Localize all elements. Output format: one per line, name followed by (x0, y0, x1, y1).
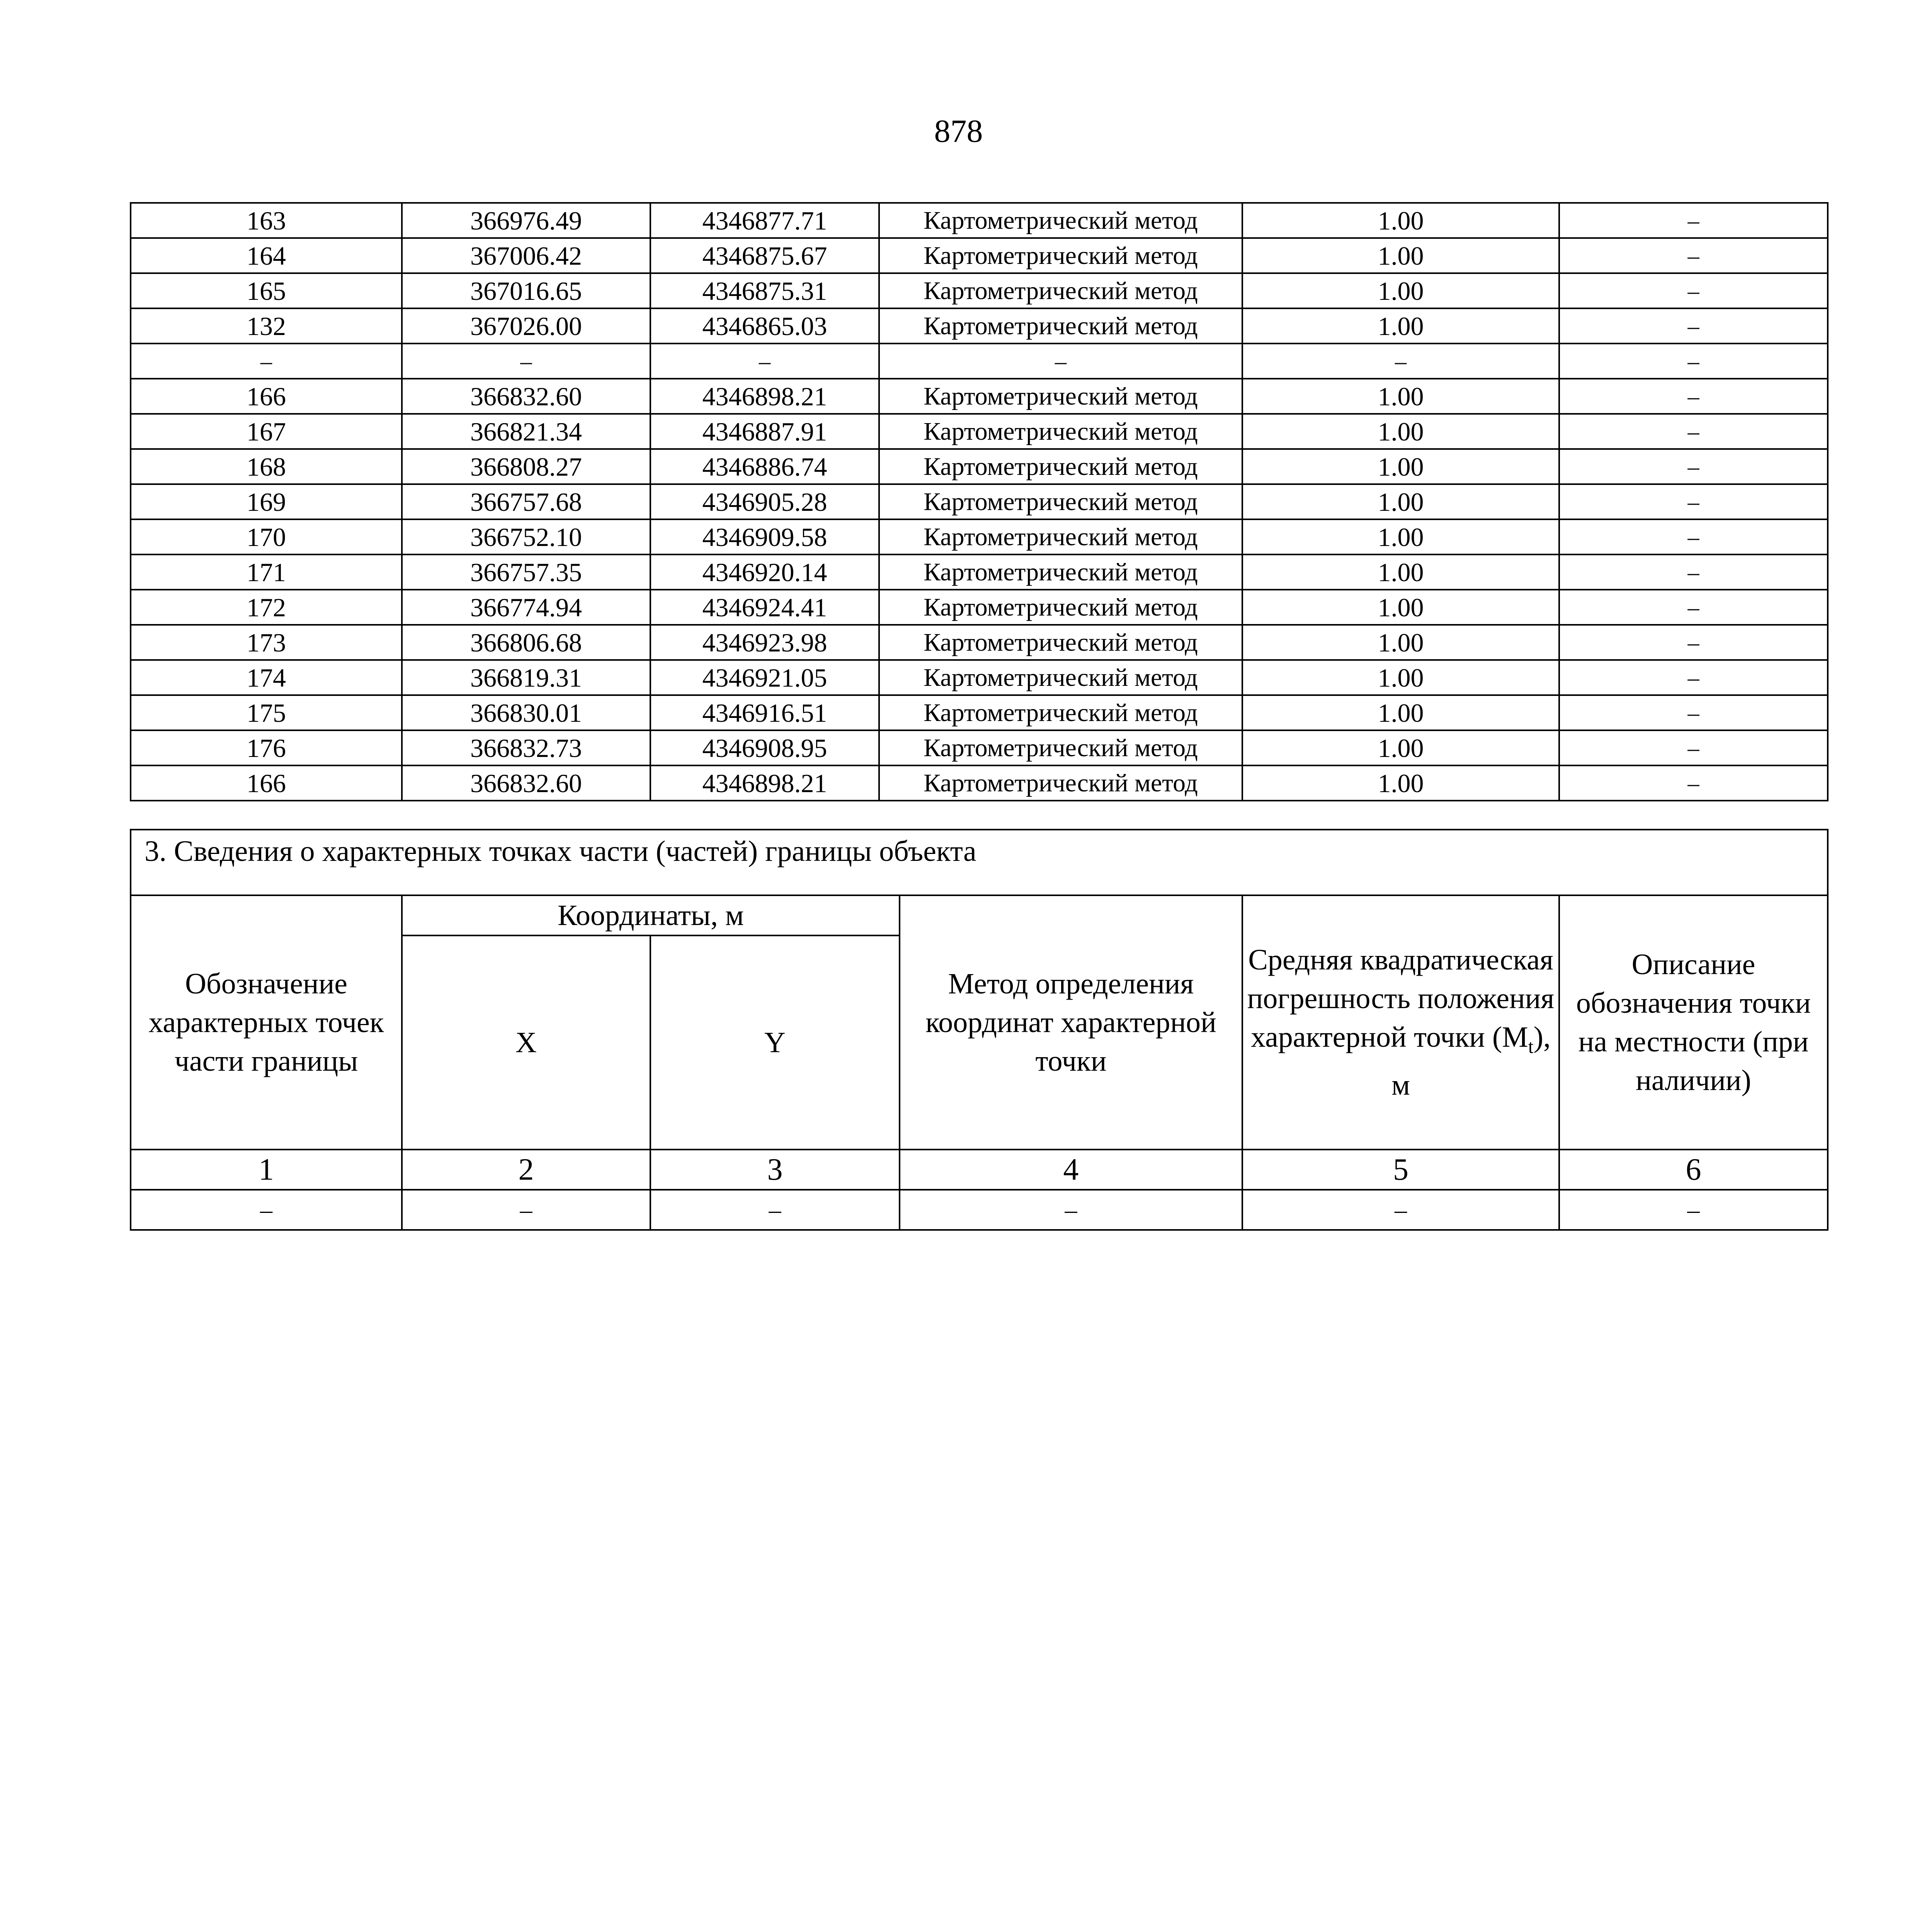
point-x: 366752.10 (402, 519, 650, 554)
point-method: Картометрический метод (879, 660, 1242, 695)
boundary-points-body (131, 203, 1828, 801)
part-boundary-points-table (130, 829, 1829, 1231)
point-description: – (1559, 344, 1828, 379)
point-y: 4346877.71 (650, 203, 879, 238)
point-error: 1.00 (1242, 695, 1559, 730)
point-error: 1.00 (1242, 203, 1559, 238)
point-error: 1.00 (1242, 484, 1559, 519)
point-error: 1.00 (1242, 238, 1559, 273)
point-method: Картометрический метод (879, 273, 1242, 308)
point-row (131, 273, 1828, 308)
section-title-row (131, 830, 1828, 895)
point-description: – (1559, 765, 1828, 801)
point-y: 4346875.67 (650, 238, 879, 273)
point-number: 163 (131, 203, 402, 238)
point-x: 366976.49 (402, 203, 650, 238)
point-x: 366757.68 (402, 484, 650, 519)
point-method: Картометрический метод (879, 554, 1242, 590)
point-x: 366832.60 (402, 765, 650, 801)
point-method: Картометрический метод (879, 484, 1242, 519)
point-description: – (1559, 273, 1828, 308)
boundary-points-table (130, 202, 1829, 801)
point-number: 172 (131, 590, 402, 625)
point-y: 4346916.51 (650, 695, 879, 730)
point-number: 170 (131, 519, 402, 554)
point-y: 4346898.21 (650, 765, 879, 801)
point-description: – (1559, 660, 1828, 695)
point-method: Картометрический метод (879, 625, 1242, 660)
point-x: – (402, 344, 650, 379)
point-error: 1.00 (1242, 273, 1559, 308)
column-number: 3 (650, 1150, 900, 1190)
point-error: 1.00 (1242, 308, 1559, 344)
point-description: – (1559, 484, 1828, 519)
point-number: 171 (131, 554, 402, 590)
point-x: 366808.27 (402, 449, 650, 484)
point-row (131, 203, 1828, 238)
header-coordinates: Координаты, м (402, 895, 900, 935)
header-description: Описание обозначения точки на местности (при наличии) (1559, 895, 1828, 1150)
point-x: 366832.60 (402, 379, 650, 414)
point-method: Картометрический метод (879, 414, 1242, 449)
point-error: 1.00 (1242, 449, 1559, 484)
empty-cell: – (1559, 1190, 1828, 1230)
point-method: Картометрический метод (879, 308, 1242, 344)
point-method: Картометрический метод (879, 203, 1242, 238)
header-error: Средняя квадратическая погрешность положения характерной точки $(M_t)$, м (1242, 895, 1559, 1150)
point-row (131, 590, 1828, 625)
point-number: 175 (131, 695, 402, 730)
column-number: 2 (402, 1150, 650, 1190)
point-description: – (1559, 308, 1828, 344)
point-number: 132 (131, 308, 402, 344)
point-y: 4346908.95 (650, 730, 879, 765)
column-number: 1 (131, 1150, 402, 1190)
point-method: Картометрический метод (879, 449, 1242, 484)
empty-cell: – (131, 1190, 402, 1230)
point-y: 4346865.03 (650, 308, 879, 344)
point-x: 366774.94 (402, 590, 650, 625)
point-x: 366806.68 (402, 625, 650, 660)
point-description: – (1559, 519, 1828, 554)
point-x: 366757.35 (402, 554, 650, 590)
point-x: 366830.01 (402, 695, 650, 730)
point-y: 4346921.05 (650, 660, 879, 695)
point-y: 4346924.41 (650, 590, 879, 625)
point-description: – (1559, 695, 1828, 730)
point-row (131, 695, 1828, 730)
point-description: – (1559, 625, 1828, 660)
point-number: 168 (131, 449, 402, 484)
point-error: – (1242, 344, 1559, 379)
header-y: Y (650, 935, 900, 1150)
point-row (131, 449, 1828, 484)
point-y: 4346887.91 (650, 414, 879, 449)
empty-data-row (131, 1190, 1828, 1230)
point-number: 169 (131, 484, 402, 519)
point-number: 165 (131, 273, 402, 308)
point-row (131, 554, 1828, 590)
point-error: 1.00 (1242, 660, 1559, 695)
page-number: 878 (934, 113, 983, 149)
column-number-row (131, 1150, 1828, 1190)
point-number: 166 (131, 379, 402, 414)
point-method: – (879, 344, 1242, 379)
point-row (131, 484, 1828, 519)
point-y: – (650, 344, 879, 379)
point-x: 366819.31 (402, 660, 650, 695)
point-x: 366832.73 (402, 730, 650, 765)
column-number: 4 (900, 1150, 1242, 1190)
point-y: 4346875.31 (650, 273, 879, 308)
point-row (131, 730, 1828, 765)
point-number: 167 (131, 414, 402, 449)
point-error: 1.00 (1242, 379, 1559, 414)
point-description: – (1559, 238, 1828, 273)
point-x: 367026.00 (402, 308, 650, 344)
point-number: 164 (131, 238, 402, 273)
point-row (131, 625, 1828, 660)
point-description: – (1559, 730, 1828, 765)
point-method: Картометрический метод (879, 765, 1242, 801)
point-row (131, 379, 1828, 414)
point-description: – (1559, 203, 1828, 238)
point-error: 1.00 (1242, 414, 1559, 449)
point-x: 366821.34 (402, 414, 650, 449)
point-row (131, 238, 1828, 273)
point-number: 173 (131, 625, 402, 660)
point-x: 367006.42 (402, 238, 650, 273)
point-method: Картометрический метод (879, 730, 1242, 765)
point-x: 367016.65 (402, 273, 650, 308)
column-number: 6 (1559, 1150, 1828, 1190)
point-number: 166 (131, 765, 402, 801)
point-number: 174 (131, 660, 402, 695)
point-description: – (1559, 379, 1828, 414)
point-description: – (1559, 554, 1828, 590)
point-y: 4346923.98 (650, 625, 879, 660)
point-method: Картометрический метод (879, 238, 1242, 273)
empty-cell: – (650, 1190, 900, 1230)
point-method: Картометрический метод (879, 695, 1242, 730)
point-method: Картометрический метод (879, 590, 1242, 625)
point-row (131, 344, 1828, 379)
point-description: – (1559, 449, 1828, 484)
point-description: – (1559, 590, 1828, 625)
header-point-designation: Обозначение характерных точек части границы (131, 895, 402, 1150)
point-row (131, 414, 1828, 449)
point-y: 4346905.28 (650, 484, 879, 519)
point-y: 4346898.21 (650, 379, 879, 414)
point-method: Картометрический метод (879, 379, 1242, 414)
section-title: 3. Сведения о характерных точках части (частей) границы объекта (131, 830, 1828, 895)
point-error: 1.00 (1242, 554, 1559, 590)
header-x: X (402, 935, 650, 1150)
point-error: 1.00 (1242, 590, 1559, 625)
point-method: Картометрический метод (879, 519, 1242, 554)
header-method: Метод определения координат характерной точки (900, 895, 1242, 1150)
point-description: – (1559, 414, 1828, 449)
point-y: 4346920.14 (650, 554, 879, 590)
column-number: 5 (1242, 1150, 1559, 1190)
header-row-top (131, 895, 1828, 935)
point-error: 1.00 (1242, 625, 1559, 660)
point-row (131, 519, 1828, 554)
point-y: 4346886.74 (650, 449, 879, 484)
point-row (131, 765, 1828, 801)
point-y: 4346909.58 (650, 519, 879, 554)
point-error: 1.00 (1242, 765, 1559, 801)
point-number: 176 (131, 730, 402, 765)
empty-cell: – (900, 1190, 1242, 1230)
point-row (131, 660, 1828, 695)
empty-cell: – (402, 1190, 650, 1230)
point-row (131, 308, 1828, 344)
empty-cell: – (1242, 1190, 1559, 1230)
point-error: 1.00 (1242, 519, 1559, 554)
point-error: 1.00 (1242, 730, 1559, 765)
point-number: – (131, 344, 402, 379)
